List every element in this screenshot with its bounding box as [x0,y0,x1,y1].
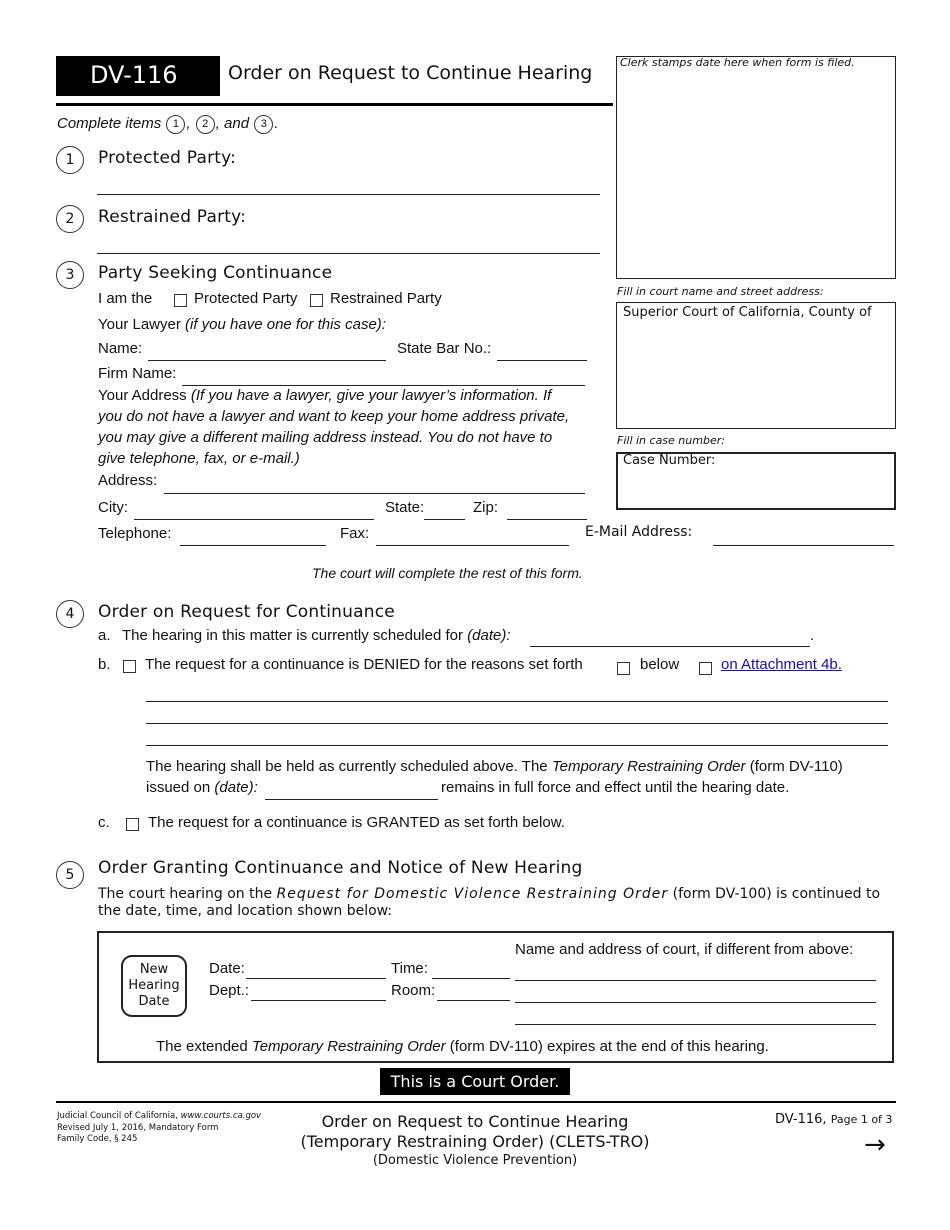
extended-tro-text: The extended Temporary Restraining Order (form DV-110) expires at the end of this hearing. [156,1038,769,1055]
protected-party-option: Protected Party [194,290,298,307]
court-complete-note: The court will complete the rest of this form. [312,565,583,581]
court-address-line-2[interactable] [515,1002,876,1003]
restrained-party-option: Restrained Party [330,290,442,307]
item-2-number: 2 [56,205,84,233]
firm-name-label: Firm Name: [98,365,177,382]
court-order-banner: This is a Court Order. [380,1068,570,1095]
your-lawyer-label: Your Lawyer (if you have one for this case): [98,316,386,333]
item-4b-text: The request for a continuance is DENIED for the reasons set forth [145,656,583,673]
granted-checkbox[interactable] [126,818,139,831]
item-1-title: Protected Party: [98,148,237,168]
item-4a-period: . [810,627,815,644]
item-4a-marker: a. [98,627,111,644]
next-page-arrow-icon[interactable]: → [864,1130,886,1160]
state-label: State: [385,499,425,516]
telephone-label: Telephone: [98,525,172,542]
address-note-line-3: you may give a different mailing address instead. You do not have to [98,429,553,446]
issued-on-label: issued on (date): [146,779,258,796]
state-field[interactable] [424,519,465,520]
new-room-label: Room: [391,982,436,999]
tro-issued-date-field[interactable] [265,799,438,800]
reasons-below-checkbox[interactable] [617,662,630,675]
email-field[interactable] [713,545,894,546]
denied-checkbox[interactable] [123,660,136,673]
address-note-line-4: give telephone, fax, or e-mail.) [98,450,300,467]
item-5-description: The court hearing on the Request for Domestic Violence Restraining Order (form DV-100) is continued to the date, time, and location shown below: [98,886,881,919]
lawyer-name-field[interactable] [148,360,386,361]
intro-circle-3: 3 [254,115,273,134]
item-4-title: Order on Request for Continuance [98,602,395,622]
item-4b-marker: b. [98,656,111,673]
protected-party-field[interactable] [97,194,600,195]
new-time-field[interactable] [432,978,510,979]
court-name-label: Fill in court name and street address: [617,285,824,298]
clerk-stamp-box [616,56,896,279]
attachment-4b-link[interactable]: on Attachment 4b. [721,656,842,673]
firm-name-field[interactable] [182,385,585,386]
footer-left: Judicial Council of California, www.courts.ca.gov Revised July 1, 2016, Mandatory Form Family Code, § 245 [57,1111,262,1144]
new-time-label: Time: [391,960,428,977]
item-5-title: Order Granting Continuance and Notice of New Hearing [98,858,583,878]
footer-center: Order on Request to Continue Hearing (Temporary Restraining Order) (CLETS-TRO) (Domestic Violence Prevention) [300,1112,650,1168]
new-date-field[interactable] [246,978,386,979]
case-number-label: Fill in case number: [617,434,725,447]
item-5-number: 5 [56,861,84,889]
footer-rule [56,1101,896,1103]
zip-field[interactable] [507,519,587,520]
denied-reason-line-1[interactable] [146,701,888,702]
new-dept-field[interactable] [251,1000,386,1001]
your-address-label: Your Address (If you have a lawyer, give your lawyer’s information. If [98,387,552,404]
address-note-line-2: you do not have a lawyer and want to keep your home address private, [98,408,570,425]
form-title: Order on Request to Continue Hearing [228,62,593,84]
item-3-number: 3 [56,261,84,289]
item-3-title: Party Seeking Continuance [98,263,333,283]
item-4c-text: The request for a continuance is GRANTED as set forth below. [148,814,565,831]
city-label: City: [98,499,128,516]
city-field[interactable] [134,519,374,520]
denied-reason-line-3[interactable] [146,745,888,746]
court-address-label: Name and address of court, if different from above: [515,941,854,958]
item-4a-text: The hearing in this matter is currently scheduled for (date): [122,627,511,644]
hearing-held-text: The hearing shall be held as currently scheduled above. The Temporary Restraining Order (form DV-110) [146,758,843,775]
header-rule [56,103,613,106]
court-name-field[interactable] [616,302,896,429]
item-1-number: 1 [56,146,84,174]
zip-label: Zip: [473,499,499,516]
new-room-field[interactable] [437,1000,510,1001]
i-am-the-label: I am the [98,290,153,307]
item-2-title: Restrained Party: [98,207,247,227]
new-hearing-date-badge: New Hearing Date [121,955,187,1017]
court-address-line-3[interactable] [515,1024,876,1025]
form-number-box: DV-116 [56,56,220,96]
new-date-label: Date: [209,960,245,977]
restrained-party-checkbox[interactable] [310,294,323,307]
court-address-line-1[interactable] [515,980,876,981]
remains-in-force-text: remains in full force and effect until the hearing date. [441,779,790,796]
court-name-value: Superior Court of California, County of [623,305,872,320]
restrained-party-field[interactable] [97,253,600,254]
footer-page-info: DV-116, Page 1 of 3 [775,1112,893,1127]
intro-circle-2: 2 [196,115,215,134]
intro-circle-1: 1 [166,115,185,134]
reasons-below-label: below [640,656,680,673]
telephone-field[interactable] [180,545,326,546]
protected-party-checkbox[interactable] [174,294,187,307]
case-number-field-label: Case Number: [623,453,716,468]
new-dept-label: Dept.: [209,982,250,999]
address-label: Address: [98,472,158,489]
item-4-number: 4 [56,600,84,628]
denied-reason-line-2[interactable] [146,723,888,724]
state-bar-label: State Bar No.: [397,340,492,357]
state-bar-field[interactable] [497,360,587,361]
attachment-4b-checkbox[interactable] [699,662,712,675]
lawyer-name-label: Name: [98,340,143,357]
current-hearing-date-field[interactable] [530,646,810,647]
address-field[interactable] [164,493,585,494]
fax-field[interactable] [376,545,569,546]
item-4c-marker: c. [98,814,110,831]
clerk-stamp-label: Clerk stamps date here when form is filed. [620,56,855,69]
fax-label: Fax: [340,525,370,542]
intro-line: Complete items 1 , 2 , and 3 . [57,115,279,132]
email-label: E-Mail Address: [585,524,693,540]
